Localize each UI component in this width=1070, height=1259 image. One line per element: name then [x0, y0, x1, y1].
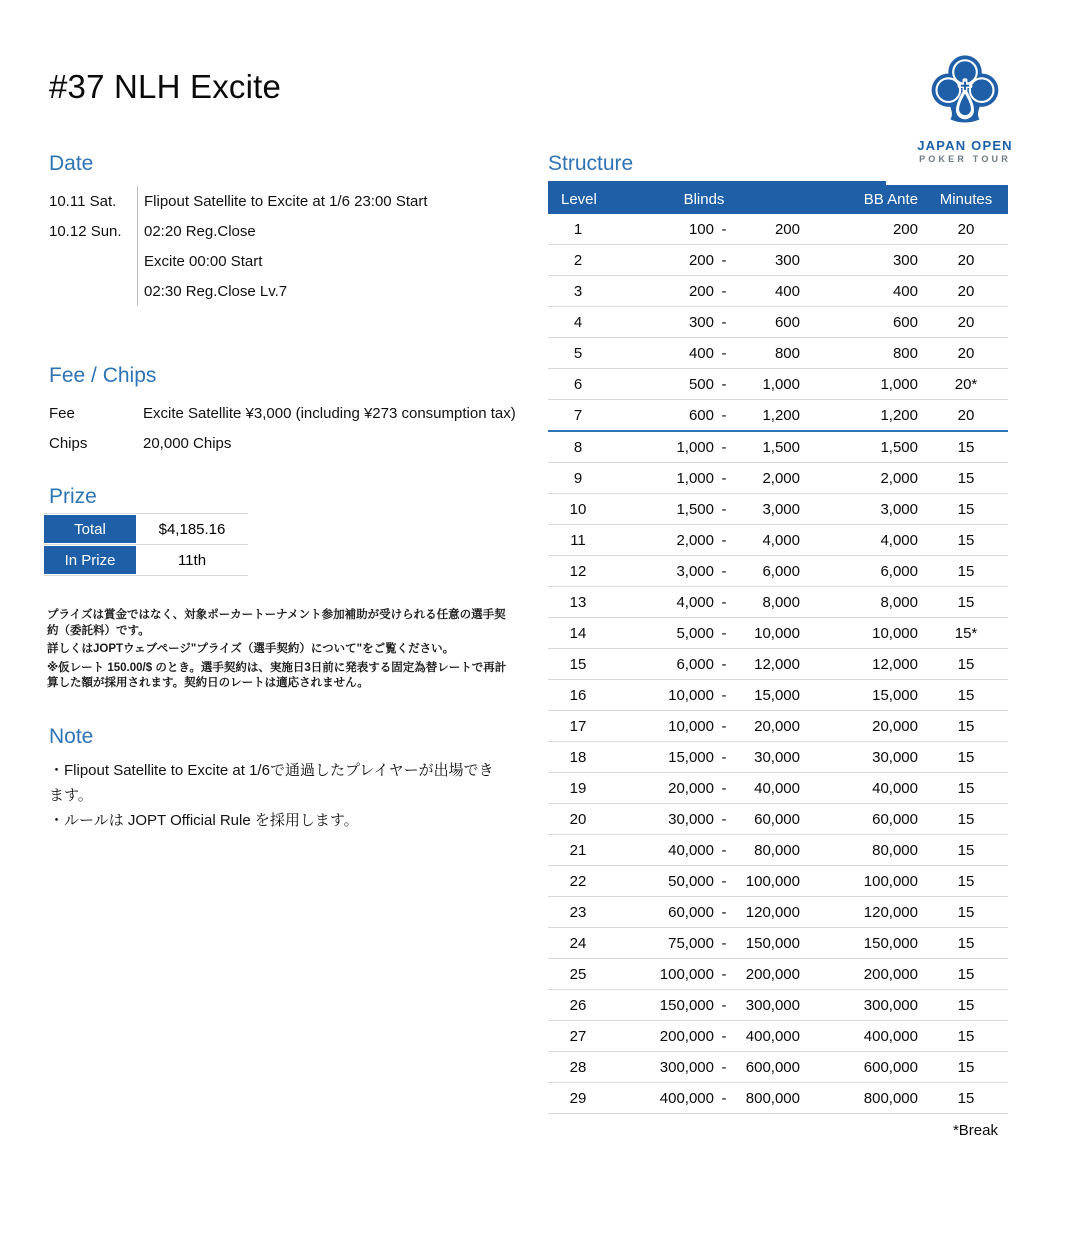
- small-blind-cell: 100: [688, 220, 714, 238]
- big-blind-cell: 200,000: [745, 965, 800, 983]
- level-cell: 25: [569, 965, 587, 983]
- blinds-dash: -: [721, 903, 727, 921]
- level-cell: 7: [573, 406, 583, 424]
- bb-ante-cell: 1,500: [880, 438, 918, 456]
- structure-level-row: [548, 463, 1008, 494]
- minutes-cell: 20: [957, 406, 975, 424]
- big-blind-cell: 10,000: [754, 624, 800, 642]
- minutes-cell: 15: [957, 1058, 975, 1076]
- structure-level-row: [548, 369, 1008, 400]
- blinds-dash: -: [721, 531, 727, 549]
- level-cell: 2: [573, 251, 583, 269]
- structure-level-row: [548, 680, 1008, 711]
- bb-ante-cell: 60,000: [872, 810, 918, 828]
- small-blind-cell: 100,000: [659, 965, 714, 983]
- blinds-dash: -: [721, 872, 727, 890]
- minutes-cell: 15: [957, 841, 975, 859]
- note-item: ・ルールは JOPT Official Rule を採用します。: [49, 812, 359, 829]
- minutes-cell: 15: [957, 686, 975, 704]
- big-blind-cell: 400: [774, 282, 800, 300]
- structure-level-row: [548, 245, 1008, 276]
- structure-level-row: [548, 773, 1008, 804]
- level-cell: 20: [569, 810, 587, 828]
- note-item: ・Flipout Satellite to Excite at 1/6で通過したプレイヤーが出場できます。: [49, 762, 494, 804]
- structure-level-row: [548, 307, 1008, 338]
- bb-ante-cell: 800,000: [863, 1089, 918, 1107]
- bb-ante-cell: 400: [892, 282, 918, 300]
- small-blind-cell: 400,000: [659, 1089, 714, 1107]
- small-blind-cell: 1,000: [676, 469, 714, 487]
- fee-row-label: Fee: [49, 404, 75, 422]
- minutes-cell: 15: [957, 965, 975, 983]
- blinds-dash: -: [721, 313, 727, 331]
- structure-level-row: [548, 587, 1008, 618]
- small-blind-cell: 300: [688, 313, 714, 331]
- small-blind-cell: 6,000: [676, 655, 714, 673]
- structure-level-row: [548, 835, 1008, 866]
- big-blind-cell: 200: [774, 220, 800, 238]
- minutes-cell: 15: [957, 1089, 975, 1107]
- structure-level-row: [548, 990, 1008, 1021]
- big-blind-cell: 100,000: [745, 872, 800, 890]
- blinds-dash: -: [721, 1058, 727, 1076]
- small-blind-cell: 300,000: [659, 1058, 714, 1076]
- structure-level-row: [548, 556, 1008, 587]
- big-blind-cell: 400,000: [745, 1027, 800, 1045]
- bb-ante-cell: 120,000: [863, 903, 918, 921]
- event-cell: Flipout Satellite to Excite at 1/6 23:00 Start: [137, 186, 524, 216]
- date-cell: 10.12 Sun.: [49, 222, 122, 240]
- bb-ante-cell: 200: [892, 220, 918, 238]
- structure-level-row: [548, 711, 1008, 742]
- minutes-cell: 20: [957, 313, 975, 331]
- small-blind-cell: 200: [688, 282, 714, 300]
- small-blind-cell: 200,000: [659, 1027, 714, 1045]
- big-blind-cell: 15,000: [754, 686, 800, 704]
- level-cell: 27: [569, 1027, 587, 1045]
- page-title: #37 NLH Excite: [49, 68, 282, 105]
- level-cell: 22: [569, 872, 587, 890]
- blinds-dash: -: [721, 1089, 727, 1107]
- level-cell: 9: [573, 469, 583, 487]
- bb-ante-cell: 800: [892, 344, 918, 362]
- blinds-dash: -: [721, 748, 727, 766]
- big-blind-cell: 800,000: [745, 1089, 800, 1107]
- minutes-cell: 15: [957, 748, 975, 766]
- level-cell: 8: [573, 438, 583, 456]
- bb-ante-cell: 20,000: [872, 717, 918, 735]
- blinds-dash: -: [721, 996, 727, 1014]
- blinds-dash: -: [721, 500, 727, 518]
- blinds-dash: -: [721, 779, 727, 797]
- blinds-dash: -: [721, 717, 727, 735]
- level-cell: 23: [569, 903, 587, 921]
- structure-table: [548, 185, 1008, 1139]
- big-blind-cell: 300: [774, 251, 800, 269]
- level-cell: 12: [569, 562, 587, 580]
- structure-level-row: [548, 928, 1008, 959]
- small-blind-cell: 30,000: [668, 810, 714, 828]
- structure-header-row: [548, 185, 1008, 214]
- big-blind-cell: 30,000: [754, 748, 800, 766]
- minutes-cell: 20: [957, 344, 975, 362]
- structure-level-row: [548, 649, 1008, 680]
- date-cell: 10.11 Sat.: [49, 192, 117, 210]
- level-cell: 1: [573, 220, 583, 238]
- minutes-cell: 15: [957, 872, 975, 890]
- disclaimer-line: プライズは賞金ではなく、対象ポーカートーナメント参加補助が受けられる任意の選手契約（委託料）です。: [47, 609, 506, 637]
- big-blind-cell: 600,000: [745, 1058, 800, 1076]
- event-cell: 02:30 Reg.Close Lv.7: [137, 276, 524, 306]
- level-cell: 11: [570, 531, 586, 549]
- bb-ante-cell: 300: [892, 251, 918, 269]
- blinds-dash: -: [721, 934, 727, 952]
- small-blind-cell: 20,000: [668, 779, 714, 797]
- bb-ante-cell: 4,000: [880, 531, 918, 549]
- structure-level-row: [548, 494, 1008, 525]
- level-cell: 24: [569, 934, 587, 952]
- structure-level-row: [548, 432, 1008, 463]
- date-row: [49, 186, 524, 216]
- bb-ante-cell: 10,000: [872, 624, 918, 642]
- prize-row: [44, 545, 248, 576]
- bb-ante-cell: 1,200: [880, 406, 918, 424]
- blinds-dash: -: [721, 251, 727, 269]
- blinds-dash: -: [721, 1027, 727, 1045]
- jopt-logo: [902, 54, 1028, 164]
- small-blind-cell: 75,000: [668, 934, 714, 952]
- blinds-dash: -: [721, 469, 727, 487]
- disclaimer-line: 詳しくはJOPTウェブページ"プライズ（選手契約）について"をご覧ください。: [47, 643, 455, 655]
- event-cell: Excite 00:00 Start: [137, 246, 524, 276]
- level-cell: 6: [573, 375, 583, 393]
- big-blind-cell: 12,000: [754, 655, 800, 673]
- structure-level-row: [548, 897, 1008, 928]
- structure-level-row: [548, 1021, 1008, 1052]
- structure-level-row: [548, 866, 1008, 897]
- structure-level-row: [548, 214, 1008, 245]
- structure-level-row: [548, 338, 1008, 369]
- bb-ante-cell: 200,000: [863, 965, 918, 983]
- bb-ante-cell: 40,000: [872, 779, 918, 797]
- blinds-dash: -: [721, 438, 727, 456]
- level-cell: 15: [569, 655, 587, 673]
- level-cell: 3: [573, 282, 583, 300]
- note-list: [49, 758, 497, 833]
- bb-ante-cell: 400,000: [863, 1027, 918, 1045]
- blinds-dash: -: [721, 624, 727, 642]
- minutes-cell: 20*: [954, 375, 978, 393]
- bb-ante-cell: 1,000: [880, 375, 918, 393]
- big-blind-cell: 120,000: [745, 903, 800, 921]
- big-blind-cell: 4,000: [762, 531, 800, 549]
- big-blind-cell: 20,000: [754, 717, 800, 735]
- structure-level-row: [548, 618, 1008, 649]
- minutes-cell: 15: [957, 903, 975, 921]
- blinds-dash: -: [721, 655, 727, 673]
- big-blind-cell: 300,000: [745, 996, 800, 1014]
- break-footnote: *Break: [952, 1122, 998, 1139]
- small-blind-cell: 1,500: [676, 500, 714, 518]
- minutes-cell: 15: [957, 1027, 975, 1045]
- column-header-blinds: Blinds: [683, 191, 725, 208]
- level-cell: 26: [569, 996, 587, 1014]
- level-cell: 16: [569, 686, 587, 704]
- minutes-cell: 15: [957, 996, 975, 1014]
- small-blind-cell: 500: [688, 375, 714, 393]
- bb-ante-cell: 300,000: [863, 996, 918, 1014]
- bb-ante-cell: 8,000: [880, 593, 918, 611]
- date-row: [49, 276, 524, 306]
- minutes-cell: 20: [957, 251, 975, 269]
- prize-row: [44, 514, 248, 545]
- note-heading: Note: [49, 725, 94, 748]
- bb-ante-cell: 600,000: [863, 1058, 918, 1076]
- structure-level-row: [548, 1052, 1008, 1083]
- level-cell: 28: [569, 1058, 587, 1076]
- level-cell: 18: [569, 748, 587, 766]
- small-blind-cell: 10,000: [668, 686, 714, 704]
- small-blind-cell: 600: [688, 406, 714, 424]
- prize-row-label: Total: [44, 515, 136, 543]
- structure-level-row: [548, 525, 1008, 556]
- blinds-dash: -: [721, 282, 727, 300]
- blinds-dash: -: [721, 562, 727, 580]
- blinds-dash: -: [721, 810, 727, 828]
- prize-disclaimer: [47, 608, 517, 695]
- big-blind-cell: 2,000: [762, 469, 800, 487]
- structure-table-body: [548, 214, 1008, 1114]
- disclaimer-line: ※仮レート 150.00/$ のとき。選手契約は、実施日3日前に発表する固定為替レートで再計算した額が採用されます。契約日のレートは適応されません。: [47, 661, 507, 689]
- minutes-cell: 15: [957, 469, 975, 487]
- column-header-level: Level: [561, 191, 597, 208]
- big-blind-cell: 600: [774, 313, 800, 331]
- structure-heading-underline: [548, 181, 886, 185]
- minutes-cell: 15: [957, 438, 975, 456]
- structure-level-row: [548, 1083, 1008, 1114]
- prize-table: [44, 513, 248, 576]
- column-header-minutes: Minutes: [939, 191, 993, 208]
- minutes-cell: 15: [957, 562, 975, 580]
- level-cell: 14: [569, 624, 587, 642]
- logo-text-poker-tour: POKER TOUR: [919, 154, 1011, 164]
- prize-row-label: In Prize: [44, 546, 136, 574]
- small-blind-cell: 200: [688, 251, 714, 269]
- big-blind-cell: 1,500: [762, 438, 800, 456]
- bb-ante-cell: 600: [892, 313, 918, 331]
- prize-row-value: $4,185.16: [158, 520, 226, 538]
- prize-row-value: 11th: [177, 551, 207, 569]
- bb-ante-cell: 2,000: [880, 469, 918, 487]
- small-blind-cell: 3,000: [676, 562, 714, 580]
- small-blind-cell: 15,000: [668, 748, 714, 766]
- big-blind-cell: 1,200: [762, 406, 800, 424]
- small-blind-cell: 5,000: [676, 624, 714, 642]
- date-row: [49, 216, 524, 246]
- big-blind-cell: 6,000: [762, 562, 800, 580]
- minutes-cell: 15: [957, 717, 975, 735]
- blinds-dash: -: [721, 841, 727, 859]
- logo-text-japan-open: JAPAN OPEN: [917, 138, 1013, 153]
- fee-row: [49, 398, 524, 428]
- event-cell: 02:20 Reg.Close: [137, 216, 524, 246]
- structure-level-row: [548, 276, 1008, 307]
- structure-level-row: [548, 804, 1008, 835]
- structure-level-row: [548, 400, 1008, 432]
- big-blind-cell: 80,000: [754, 841, 800, 859]
- club-drop-logo-icon: [930, 54, 1000, 136]
- fee-row-label: Chips: [49, 434, 88, 452]
- date-row: [49, 246, 524, 276]
- bb-ante-cell: 100,000: [863, 872, 918, 890]
- big-blind-cell: 60,000: [754, 810, 800, 828]
- small-blind-cell: 2,000: [676, 531, 714, 549]
- date-table: [49, 186, 524, 306]
- level-cell: 5: [573, 344, 583, 362]
- minutes-cell: 15: [957, 593, 975, 611]
- big-blind-cell: 3,000: [762, 500, 800, 518]
- minutes-cell: 20: [957, 282, 975, 300]
- fee-chips-heading: Fee / Chips: [49, 364, 157, 387]
- small-blind-cell: 4,000: [676, 593, 714, 611]
- blinds-dash: -: [721, 406, 727, 424]
- fee-row-value: Excite Satellite ¥3,000 (including ¥273 consumption tax): [143, 404, 516, 422]
- bb-ante-cell: 150,000: [863, 934, 918, 952]
- bb-ante-cell: 80,000: [872, 841, 918, 859]
- small-blind-cell: 40,000: [668, 841, 714, 859]
- blinds-dash: -: [721, 593, 727, 611]
- bb-ante-cell: 3,000: [880, 500, 918, 518]
- level-cell: 21: [569, 841, 587, 859]
- minutes-cell: 20: [957, 220, 975, 238]
- blinds-dash: -: [721, 375, 727, 393]
- column-header-bb-ante: BB Ante: [863, 191, 918, 208]
- bb-ante-cell: 15,000: [872, 686, 918, 704]
- level-cell: 19: [569, 779, 587, 797]
- big-blind-cell: 8,000: [762, 593, 800, 611]
- minutes-cell: 15: [957, 810, 975, 828]
- prize-heading: Prize: [49, 485, 97, 508]
- small-blind-cell: 50,000: [668, 872, 714, 890]
- structure-level-row: [548, 959, 1008, 990]
- structure-level-row: [548, 742, 1008, 773]
- bb-ante-cell: 12,000: [872, 655, 918, 673]
- big-blind-cell: 150,000: [745, 934, 800, 952]
- big-blind-cell: 40,000: [754, 779, 800, 797]
- bb-ante-cell: 30,000: [872, 748, 918, 766]
- small-blind-cell: 1,000: [676, 438, 714, 456]
- blinds-dash: -: [721, 344, 727, 362]
- level-cell: 10: [569, 500, 587, 518]
- small-blind-cell: 400: [688, 344, 714, 362]
- small-blind-cell: 60,000: [668, 903, 714, 921]
- fee-row: [49, 428, 524, 458]
- minutes-cell: 15: [957, 655, 975, 673]
- structure-heading: Structure: [548, 152, 634, 175]
- bb-ante-cell: 6,000: [880, 562, 918, 580]
- level-cell: 13: [569, 593, 587, 611]
- big-blind-cell: 800: [774, 344, 800, 362]
- blinds-dash: -: [721, 686, 727, 704]
- date-heading: Date: [49, 152, 94, 175]
- blinds-dash: -: [721, 965, 727, 983]
- minutes-cell: 15*: [954, 624, 978, 642]
- minutes-cell: 15: [957, 531, 975, 549]
- small-blind-cell: 150,000: [659, 996, 714, 1014]
- level-cell: 29: [569, 1089, 587, 1107]
- big-blind-cell: 1,000: [762, 375, 800, 393]
- blinds-dash: -: [721, 220, 727, 238]
- small-blind-cell: 10,000: [668, 717, 714, 735]
- minutes-cell: 15: [957, 779, 975, 797]
- level-cell: 17: [569, 717, 587, 735]
- fee-chips-table: [49, 398, 524, 458]
- minutes-cell: 15: [957, 934, 975, 952]
- fee-row-value: 20,000 Chips: [143, 434, 232, 452]
- level-cell: 4: [573, 313, 583, 331]
- minutes-cell: 15: [957, 500, 975, 518]
